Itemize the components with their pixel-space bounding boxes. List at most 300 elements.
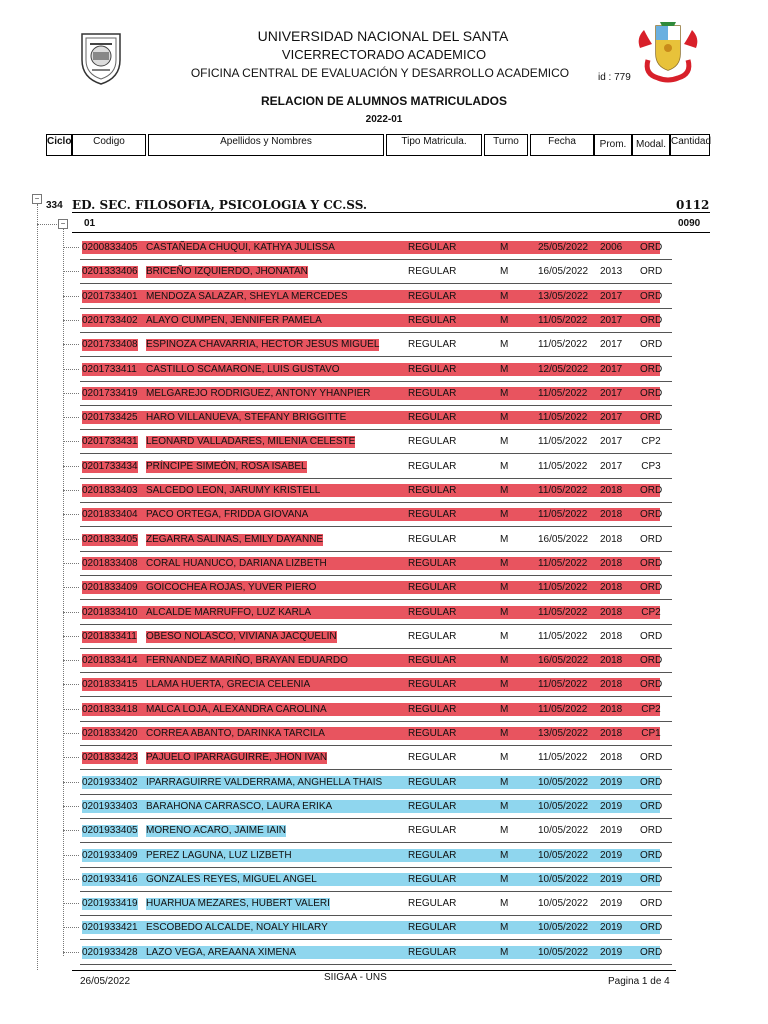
student-fecha: 11/05/2022 [538,485,588,496]
footer-date: 26/05/2022 [80,976,131,987]
student-turno: M [500,509,509,521]
col-codigo: Codigo [72,134,146,156]
student-prom: 2017 [600,290,623,302]
student-tipo-matricula: REGULAR [408,412,457,424]
student-turno: M [500,800,509,812]
student-modal: CP1 [641,728,661,739]
student-name: PACO ORTEGA, FRIDDA GIOVANA [146,509,309,521]
student-modal: ORD [640,533,663,545]
tree-branch-row [63,855,79,856]
col-cantidad: Cantidad [670,134,710,156]
student-tipo-matricula: REGULAR [408,460,457,472]
col-modal: Modal. [632,134,670,156]
student-tipo-matricula: REGULAR [408,557,457,569]
tree-branch-row [63,782,79,783]
student-tipo-matricula: REGULAR [408,873,457,885]
student-prom: 2017 [600,387,623,399]
table-row [80,285,672,309]
table-row [80,430,672,454]
student-prom: 2019 [600,873,623,885]
student-tipo-matricula: REGULAR [408,679,457,691]
col-ciclo: Ciclo [46,134,72,156]
student-name: IPARRAGUIRRE VALDERRAMA, ANGHELLA THAIS [146,776,383,788]
career-name: ED. SEC. FILOSOFIA, PSICOLOGIA Y CC.SS. [72,198,368,212]
student-fecha: 10/05/2022 [538,898,589,910]
student-modal: ORD [640,485,663,496]
student-tipo-matricula: REGULAR [408,485,457,496]
student-fecha: 16/05/2022 [538,533,589,545]
student-code: 0201833418 [82,703,138,715]
tree-branch-row [63,709,79,710]
student-fecha: 11/05/2022 [538,314,588,326]
student-prom: 2017 [600,460,623,472]
table-row [80,552,672,576]
table-row [80,309,672,333]
student-code: 0201933405 [82,825,138,837]
student-turno: M [500,728,509,739]
career-divider [72,212,710,213]
student-turno: M [500,436,509,448]
student-prom: 2018 [600,752,623,764]
student-name: ALCALDE MARRUFFO, LUZ KARLA [146,606,312,618]
table-row [80,868,672,892]
student-modal: ORD [640,849,663,861]
student-tipo-matricula: REGULAR [408,314,457,326]
tree-branch-row [63,369,79,370]
table-row [80,455,672,479]
student-turno: M [500,290,509,302]
student-name: ESCOBEDO ALCALDE, NOALY HILARY [146,922,328,934]
tree-branch-row [63,466,79,467]
tree-branch-row [63,441,79,442]
col-prom: Prom. [594,134,632,156]
tree-branch-row [63,684,79,685]
table-row [80,941,672,965]
student-tipo-matricula: REGULAR [408,800,457,812]
student-tipo-matricula: REGULAR [408,290,457,302]
student-fecha: 11/05/2022 [538,339,588,351]
student-prom: 2018 [600,509,623,521]
student-code: 0201733434 [82,460,138,472]
student-name: ALAYO CUMPEN, JENNIFER PAMELA [146,314,322,326]
student-modal: CP2 [641,703,661,715]
student-modal: ORD [640,776,663,788]
footer-page: Pagina 1 de 4 [608,976,670,987]
ciclo-label: 01 [84,218,96,229]
tree-branch-row [63,296,79,297]
student-fecha: 10/05/2022 [538,776,589,788]
student-prom: 2018 [600,533,623,545]
tree-branch-row [63,320,79,321]
student-tipo-matricula: REGULAR [408,655,457,667]
student-turno: M [500,752,509,764]
student-modal: ORD [640,752,663,764]
student-prom: 2018 [600,557,623,569]
student-modal: ORD [640,679,663,691]
table-row [80,795,672,819]
tree-branch-row [63,612,79,613]
student-name: BARAHONA CARRASCO, LAURA ERIKA [146,800,333,812]
student-code: 0201833423 [82,752,138,764]
student-turno: M [500,630,509,642]
student-turno: M [500,679,509,691]
student-turno: M [500,825,509,837]
student-name: LEONARD VALLADARES, MILENIA CELESTE [146,436,356,448]
student-turno: M [500,314,509,326]
table-row [80,916,672,940]
student-turno: M [500,873,509,885]
student-turno: M [500,922,509,934]
student-code: 0201733419 [82,387,138,399]
ciclo-collapse-toggle[interactable]: − [58,219,68,229]
student-fecha: 11/05/2022 [538,630,588,642]
col-apellidos-nombres: Apellidos y Nombres [148,134,384,156]
student-code: 0201933409 [82,849,138,861]
tree-branch-row [63,733,79,734]
student-modal: CP2 [641,436,661,448]
student-modal: ORD [640,898,663,910]
student-fecha: 25/05/2022 [538,242,589,253]
tree-branch-row [63,539,79,540]
student-modal: ORD [640,582,663,594]
student-prom: 2018 [600,679,623,691]
student-modal: ORD [640,363,663,375]
student-modal: ORD [640,800,663,812]
student-name: PEREZ LAGUNA, LUZ LIZBETH [146,849,292,861]
tree-branch-row [63,660,79,661]
student-turno: M [500,460,509,472]
student-name: MALCA LOJA, ALEXANDRA CAROLINA [146,703,327,715]
table-row [80,649,672,673]
student-code: 0201733401 [82,290,138,302]
footer-divider [72,970,676,971]
student-name: MELGAREJO RODRIGUEZ, ANTONY YHANPIER [146,387,371,399]
student-turno: M [500,606,509,618]
student-code: 0201733431 [82,436,138,448]
student-code: 0201833403 [82,485,138,496]
student-prom: 2018 [600,655,623,667]
tree-branch-row [63,830,79,831]
col-turno: Turno [484,134,528,156]
student-turno: M [500,242,509,253]
student-modal: ORD [640,557,663,569]
student-code: 0201333406 [82,266,138,278]
student-name: CASTAÑEDA CHUQUI, KATHYA JULISSA [146,242,335,253]
table-row [80,236,672,260]
table-row [80,260,672,284]
student-modal: ORD [640,873,663,885]
student-prom: 2018 [600,485,623,496]
table-row [80,528,672,552]
student-fecha: 13/05/2022 [538,290,589,302]
student-code: 0201833420 [82,728,138,739]
student-name: SALCEDO LEON, JARUMY KRISTELL [146,485,321,496]
student-prom: 2017 [600,412,623,424]
student-prom: 2019 [600,776,623,788]
table-row [80,722,672,746]
tree-branch-row [63,927,79,928]
student-turno: M [500,485,509,496]
student-fecha: 11/05/2022 [538,412,588,424]
table-row [80,382,672,406]
student-turno: M [500,533,509,545]
student-tipo-matricula: REGULAR [408,946,457,958]
table-row [80,503,672,527]
student-fecha: 11/05/2022 [538,679,588,691]
table-row [80,625,672,649]
student-name: ESPINOZA CHAVARRIA, HECTOR JESUS MIGUEL [146,339,380,351]
student-name: MORENO ACARO, JAIME IAIN [146,825,287,837]
student-tipo-matricula: REGULAR [408,728,457,739]
student-prom: 2018 [600,630,623,642]
table-row [80,892,672,916]
student-tipo-matricula: REGULAR [408,436,457,448]
student-tipo-matricula: REGULAR [408,242,457,253]
student-modal: ORD [640,946,663,958]
student-prom: 2017 [600,363,623,375]
tree-branch-row [63,879,79,880]
student-turno: M [500,703,509,715]
table-row [80,819,672,843]
student-turno: M [500,898,509,910]
student-tipo-matricula: REGULAR [408,703,457,715]
table-row [80,771,672,795]
student-name: LLAMA HUERTA, GRECIA CELENIA [146,679,311,691]
vicerrectorado-name: VICERRECTORADO ACADEMICO [281,47,487,62]
student-fecha: 11/05/2022 [538,387,588,399]
student-code: 0200833405 [82,242,138,253]
row-divider [80,964,672,965]
student-code: 0201733425 [82,412,138,424]
student-tipo-matricula: REGULAR [408,533,457,545]
student-prom: 2017 [600,339,623,351]
student-turno: M [500,776,509,788]
career-number: 334 [46,200,63,211]
student-prom: 2018 [600,606,623,618]
student-code: 0201933402 [82,776,138,788]
student-turno: M [500,849,509,861]
student-name: GONZALES REYES, MIGUEL ANGEL [146,873,317,885]
student-turno: M [500,946,509,958]
student-fecha: 10/05/2022 [538,825,589,837]
student-fecha: 11/05/2022 [538,436,588,448]
student-tipo-matricula: REGULAR [408,922,457,934]
student-name: GOICOCHEA ROJAS, YUVER PIERO [146,582,317,594]
student-name: PAJUELO IPARRAGUIRRE, JHON IVAN [146,752,328,764]
student-name: CORREA ABANTO, DARINKA TARCILA [146,728,325,739]
table-row [80,746,672,770]
career-count: 0112 [676,198,710,212]
student-fecha: 11/05/2022 [538,509,588,521]
student-modal: ORD [640,266,663,278]
student-fecha: 10/05/2022 [538,873,589,885]
tree-branch-row [63,344,79,345]
student-modal: ORD [640,655,663,667]
student-fecha: 11/05/2022 [538,752,588,764]
student-code: 0201833410 [82,606,138,618]
student-tipo-matricula: REGULAR [408,339,457,351]
tree-line-ciclo [63,228,64,956]
office-name: OFICINA CENTRAL DE EVALUACIÓN Y DESARROLLO ACADEMICO [190,66,570,80]
student-turno: M [500,363,509,375]
student-code: 0201733408 [82,339,138,351]
student-fecha: 10/05/2022 [538,800,589,812]
ciclo-divider [72,232,710,233]
student-fecha: 10/05/2022 [538,946,589,958]
student-code: 0201833415 [82,679,138,691]
student-tipo-matricula: REGULAR [408,898,457,910]
student-turno: M [500,339,509,351]
student-prom: 2019 [600,800,623,812]
student-modal: ORD [640,314,663,326]
student-modal: ORD [640,412,663,424]
student-code: 0201733402 [82,314,138,326]
tree-branch-row [63,490,79,491]
student-prom: 2019 [600,849,623,861]
student-fecha: 13/05/2022 [538,728,589,739]
student-fecha: 10/05/2022 [538,849,589,861]
student-name: MENDOZA SALAZAR, SHEYLA MERCEDES [146,290,348,302]
col-tipo-matricula: Tipo Matricula. [386,134,482,156]
table-row [80,479,672,503]
student-code: 0201833404 [82,509,138,521]
student-tipo-matricula: REGULAR [408,582,457,594]
student-prom: 2017 [600,314,623,326]
student-modal: CP2 [641,606,661,618]
student-name: FERNANDEZ MARIÑO, BRAYAN EDUARDO [146,655,348,667]
student-prom: 2018 [600,582,623,594]
student-name: CASTILLO SCAMARONE, LUIS GUSTAVO [146,363,340,375]
student-prom: 2019 [600,898,623,910]
student-fecha: 11/05/2022 [538,606,588,618]
table-row [80,576,672,600]
student-turno: M [500,655,509,667]
student-tipo-matricula: REGULAR [408,849,457,861]
tree-branch-row [63,563,79,564]
student-fecha: 16/05/2022 [538,266,589,278]
tree-branch-ciclo [37,224,59,225]
student-fecha: 10/05/2022 [538,922,589,934]
student-tipo-matricula: REGULAR [408,752,457,764]
career-collapse-toggle[interactable]: − [32,194,42,204]
student-turno: M [500,266,509,278]
student-code: 0201833411 [82,630,137,642]
student-fecha: 11/05/2022 [538,582,588,594]
student-code: 0201933416 [82,873,138,885]
student-tipo-matricula: REGULAR [408,630,457,642]
student-modal: ORD [640,825,663,837]
student-code: 0201833414 [82,655,138,667]
footer-system: SIIGAA - UNS [324,972,387,983]
student-fecha: 11/05/2022 [538,460,588,472]
tree-branch-row [63,587,79,588]
student-name: ZEGARRA SALINAS, EMILY DAYANNE [146,533,324,545]
table-row [80,673,672,697]
student-turno: M [500,412,509,424]
table-row [80,601,672,625]
student-prom: 2019 [600,922,623,934]
student-prom: 2018 [600,728,623,739]
report-period: 2022-01 [365,114,403,125]
student-code: 0201933421 [82,922,138,934]
student-modal: ORD [640,509,663,521]
student-modal: ORD [640,242,663,253]
student-tipo-matricula: REGULAR [408,825,457,837]
student-prom: 2018 [600,703,623,715]
student-name: BRICEÑO IZQUIERDO, JHONATAN [146,266,308,278]
table-row [80,844,672,868]
student-name: CORAL HUANUCO, DARIANA LIZBETH [146,557,327,569]
tree-branch-row [63,417,79,418]
document-id: id : 779 [598,72,631,83]
student-turno: M [500,387,509,399]
report-title: RELACION DE ALUMNOS MATRICULADOS [261,94,507,108]
tree-branch-row [63,514,79,515]
student-fecha: 11/05/2022 [538,703,588,715]
tree-line-career [37,204,38,970]
student-modal: ORD [640,387,663,399]
student-modal: ORD [640,339,663,351]
student-code: 0201833405 [82,533,138,545]
student-code: 0201933428 [82,946,138,958]
student-fecha: 11/05/2022 [538,557,588,569]
tree-branch-row [63,247,79,248]
tree-branch-row [63,393,79,394]
table-row [80,698,672,722]
student-tipo-matricula: REGULAR [408,363,457,375]
table-row [80,406,672,430]
student-tipo-matricula: REGULAR [408,266,457,278]
student-tipo-matricula: REGULAR [408,509,457,521]
ciclo-count: 0090 [678,218,701,229]
student-name: OBESO NOLASCO, VIVIANA JACQUELIN [146,630,337,642]
student-code: 0201733411 [82,363,137,375]
student-prom: 2006 [600,242,623,253]
student-prom: 2019 [600,825,623,837]
student-code: 0201933403 [82,800,138,812]
student-tipo-matricula: REGULAR [408,387,457,399]
student-modal: CP3 [641,460,661,472]
university-name: UNIVERSIDAD NACIONAL DEL SANTA [257,28,509,44]
student-tipo-matricula: REGULAR [408,776,457,788]
student-turno: M [500,557,509,569]
student-modal: ORD [640,290,663,302]
student-name: HUARHUA MEZARES, HUBERT VALERI [146,898,330,910]
student-prom: 2013 [600,266,623,278]
student-fecha: 12/05/2022 [538,363,589,375]
student-name: LAZO VEGA, AREAANA XIMENA [146,946,297,958]
col-fecha: Fecha [530,134,594,156]
student-modal: ORD [640,630,663,642]
student-prom: 2017 [600,436,623,448]
table-row [80,358,672,382]
student-modal: ORD [640,922,663,934]
tree-branch-row [63,952,79,953]
tree-branch-row [63,903,79,904]
student-code: 0201833409 [82,582,138,594]
tree-branch-row [63,271,79,272]
student-prom: 2019 [600,946,623,958]
student-code: 0201933419 [82,898,138,910]
student-code: 0201833408 [82,557,138,569]
student-fecha: 16/05/2022 [538,655,589,667]
student-name: PRÍNCIPE SIMEÓN, ROSA ISABEL [146,460,307,472]
tree-branch-row [63,636,79,637]
table-row [80,333,672,357]
student-turno: M [500,582,509,594]
tree-branch-row [63,757,79,758]
tree-branch-row [63,806,79,807]
